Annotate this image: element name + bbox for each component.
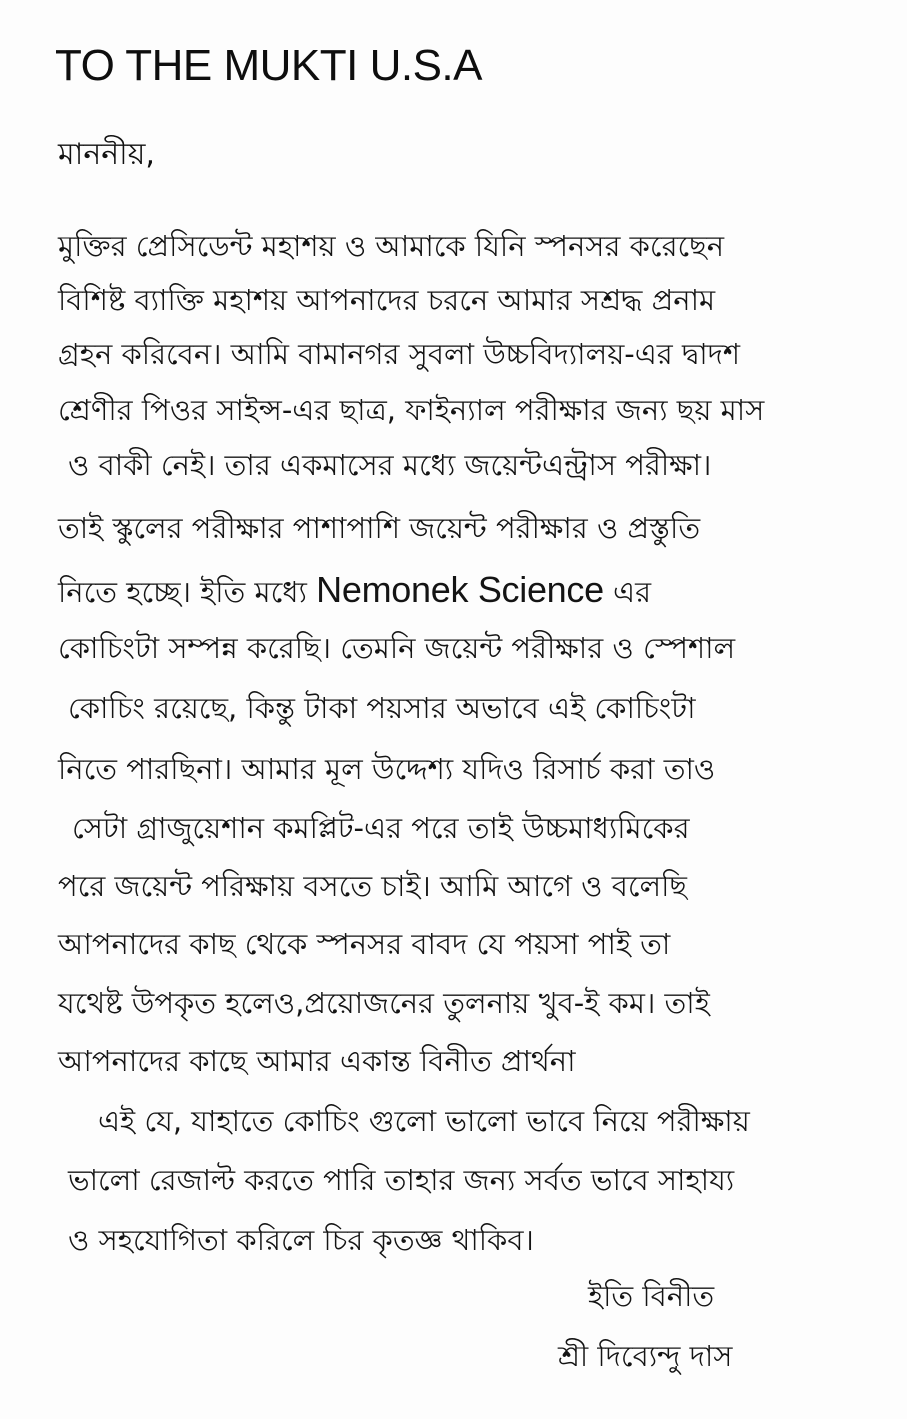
body-line: গ্রহন করিবেন। আমি বামানগর সুবলা উচ্চবিদ্যালয়-এর দ্বাদশ [58,337,741,371]
body-line: এই যে, যাহাতে কোচিং গুলো ভালো ভাবে নিয়ে পরীক্ষায় [98,1104,750,1138]
body-line: বিশিষ্ট ব্যাক্তি মহাশয় আপনাদের চরনে আমার সশ্রদ্ধ প্রনাম [58,283,716,317]
body-line: তাই স্কুলের পরীক্ষার পাশাপাশি জয়েন্ট পরীক্ষার ও প্রস্তুতি [58,511,701,545]
body-line: যথেষ্ট উপকৃত হলেও,প্রয়োজনের তুলনায় খুব-ই কম। তাই [58,986,710,1020]
closing-text: ইতি বিনীত [588,1279,715,1313]
body-line-with-latin [58,562,651,620]
body-line: ও বাকী নেই। তার একমাসের মধ্যে জয়েন্টএন্ট্রাস পরীক্ষা। [68,448,712,482]
body-line: কোচিং রয়েছে, কিন্তু টাকা পয়সার অভাবে এই কোচিংটা [68,691,696,725]
body-line: আপনাদের কাছে আমার একান্ত বিনীত প্রার্থনা [58,1044,576,1078]
body-line: ও সহযোগিতা করিলে চির কৃতজ্ঞ থাকিব। [68,1223,534,1257]
salutation: মাননীয়, [58,137,155,172]
body-line: সেটা গ্রাজুয়েশান কমপ্লিট-এর পরে তাই উচ্চমাধ্যমিকের [72,811,690,845]
body-line: মুক্তির প্রেসিডেন্ট মহাশয় ও আমাকে যিনি স্পনসর করেছেন [58,229,725,263]
signature-text: শ্রী দিব্যেন্দু দাস [558,1339,733,1373]
body-line: পরে জয়েন্ট পরিক্ষায় বসতে চাই। আমি আগে ও বলেছি [58,869,688,903]
body-line-segment: এর [603,575,652,609]
body-line: শ্রেণীর পিওর সাইন্স-এর ছাত্র, ফাইন্যাল পরীক্ষার জন্য ছয় মাস [58,393,765,427]
letter-heading: TO THE MUKTI U.S.A [55,41,482,90]
nemonek-science-text: Nemonek Science [316,569,604,610]
body-line: নিতে পারছিনা। আমার মূল উদ্দেশ্য যদিও রিসার্চ করা তাও [58,752,716,786]
body-line: ভালো রেজাল্ট করতে পারি তাহার জন্য সর্বত ভাবে সাহায্য [68,1163,735,1197]
body-line-segment: নিতে হচ্ছে। ইতি মধ্যে [58,575,317,609]
body-line: কোচিংটা সম্পন্ন করেছি। তেমনি জয়েন্ট পরীক্ষার ও স্পেশাল [58,631,736,665]
body-line: আপনাদের কাছ থেকে স্পনসর বাবদ যে পয়সা পাই তা [58,927,671,961]
